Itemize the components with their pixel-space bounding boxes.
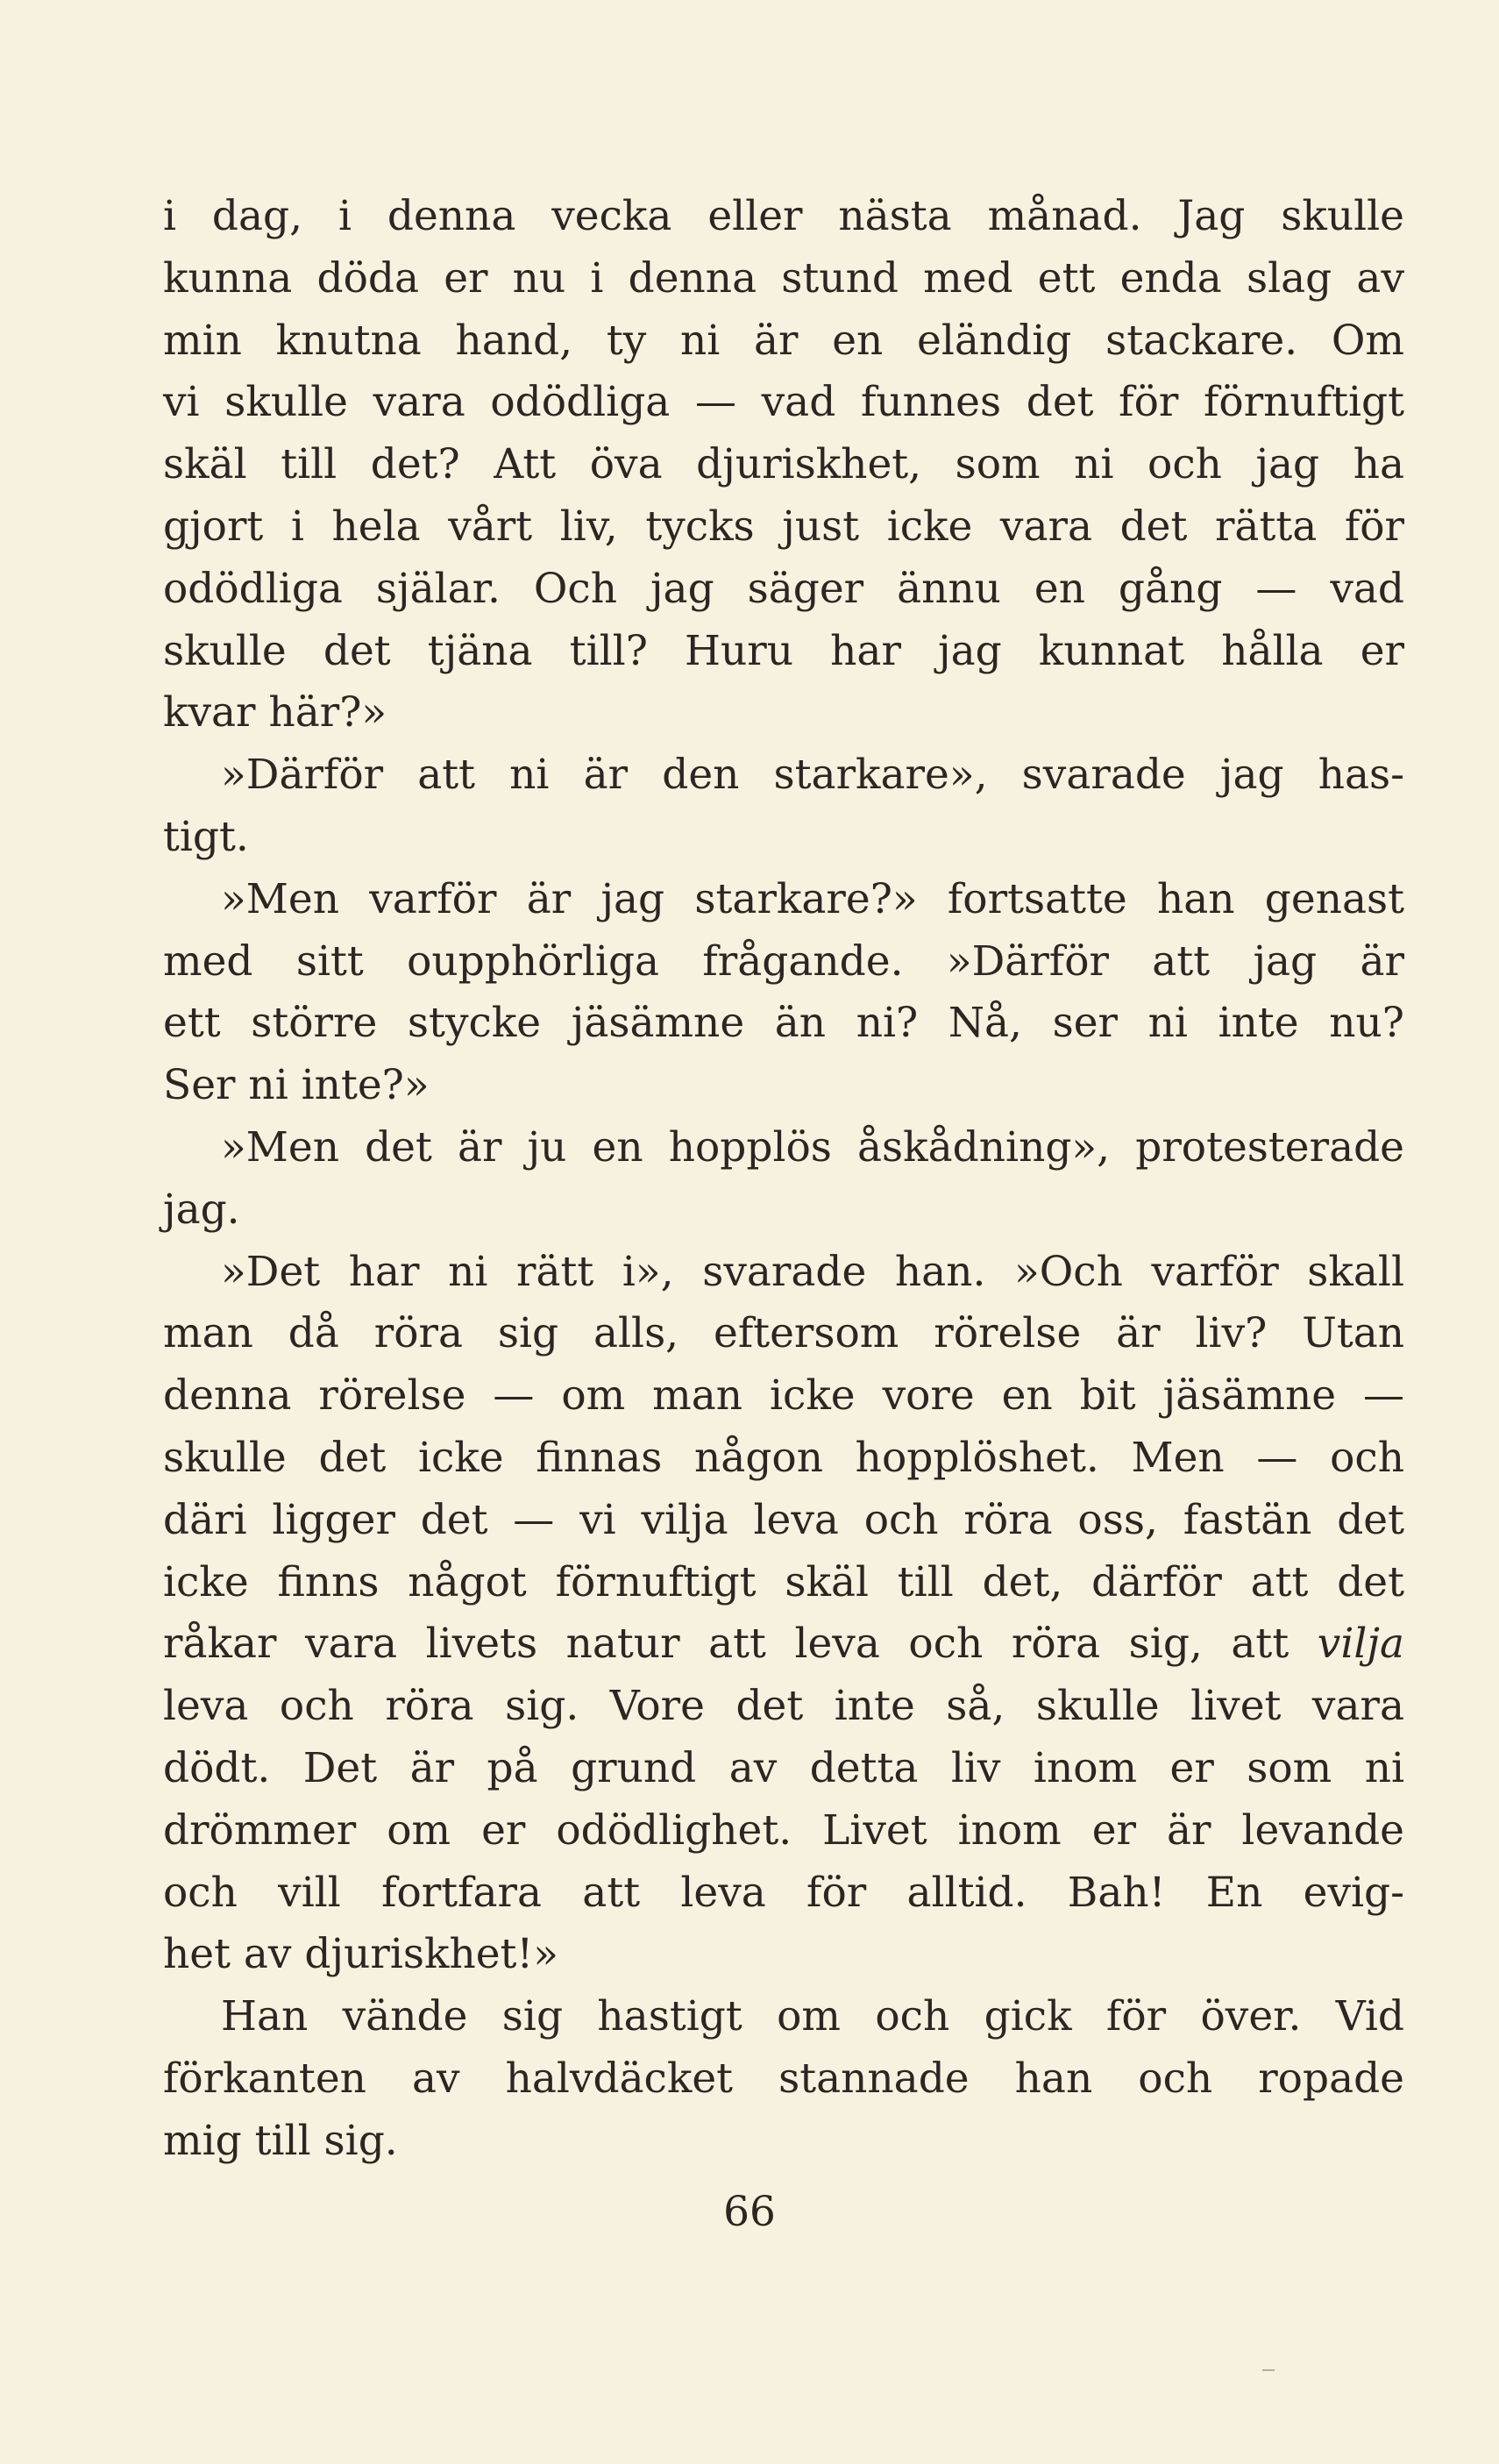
text-line-with-emphasis (163, 1613, 1404, 1676)
text-line: leva och röra sig. Vore det inte så, skulle livet vara (163, 1682, 1404, 1731)
text-line: odödliga själar. Och jag säger ännu en gång — vad (163, 564, 1404, 613)
text-line: förkanten av halvdäcket stannade han och ropade (163, 2054, 1404, 2103)
text-line: »Därför att ni är den starkare», svarade jag has- (221, 751, 1404, 800)
text-line: däri ligger det — vi vilja leva och röra oss, fastän det (163, 1495, 1404, 1544)
text-line: tigt. (163, 812, 249, 861)
text-line: med sitt oupphörliga frågande. »Därför att jag är (163, 936, 1404, 986)
text-line: råkar vara livets natur att leva och röra sig, att (163, 1620, 1289, 1669)
text-line: skäl till det? Att öva djuriskhet, som ni och jag ha (163, 440, 1404, 489)
text-line: drömmer om er odödlighet. Livet inom er är levande (163, 1805, 1404, 1855)
text-line: het av djuriskhet!» (163, 1930, 559, 1979)
text-line: jag. (163, 1185, 240, 1234)
text-line: man då röra sig alls, eftersom rörelse är liv? Utan (163, 1309, 1404, 1358)
paper-speck (1262, 2369, 1275, 2371)
text-line: skulle det tjäna till? Huru har jag kunnat hålla er (163, 626, 1404, 675)
text-line: vi skulle vara odödliga — vad funnes det för förnuftigt (163, 378, 1404, 427)
text-line: ett större stycke jäsämne än ni? Nå, ser ni inte nu? (163, 999, 1404, 1048)
text-line: Ser ni inte?» (163, 1061, 430, 1110)
text-line: »Men det är ju en hopplös åskådning», protesterade (221, 1122, 1404, 1171)
text-line: mig till sig. (163, 2116, 398, 2165)
text-line: kunna döda er nu i denna stund med ett enda slag av (163, 253, 1404, 303)
text-line: skulle det icke finnas någon hopplöshet. Men — och (163, 1433, 1404, 1482)
text-line: min knutna hand, ty ni är en eländig stackare. Om (163, 316, 1404, 365)
text-line: dödt. Det är på grund av detta liv inom er som ni (163, 1743, 1404, 1792)
text-line: kvar här?» (163, 688, 387, 737)
text-line: »Det har ni rätt i», svarade han. »Och varför skall (221, 1247, 1404, 1296)
text-line: »Men varför är jag starkare?» fortsatte han genast (221, 874, 1404, 923)
emphasis-word: vilja (1317, 1620, 1404, 1669)
text-line: Han vände sig hastigt om och gick för över. Vid (221, 1992, 1404, 2041)
text-line: i dag, i denna vecka eller nästa månad. Jag skulle (163, 192, 1404, 240)
body-text (163, 186, 1404, 2173)
text-line: och vill fortfara att leva för alltid. Bah! En evig- (163, 1868, 1404, 1917)
page-number: 66 (723, 2188, 776, 2236)
text-line: denna rörelse — om man icke vore en bit jäsämne — (163, 1371, 1404, 1421)
text-line: gjort i hela vårt liv, tycks just icke vara det rätta för (163, 502, 1404, 551)
text-line: icke finns något förnuftigt skäl till det, därför att det (163, 1557, 1404, 1606)
